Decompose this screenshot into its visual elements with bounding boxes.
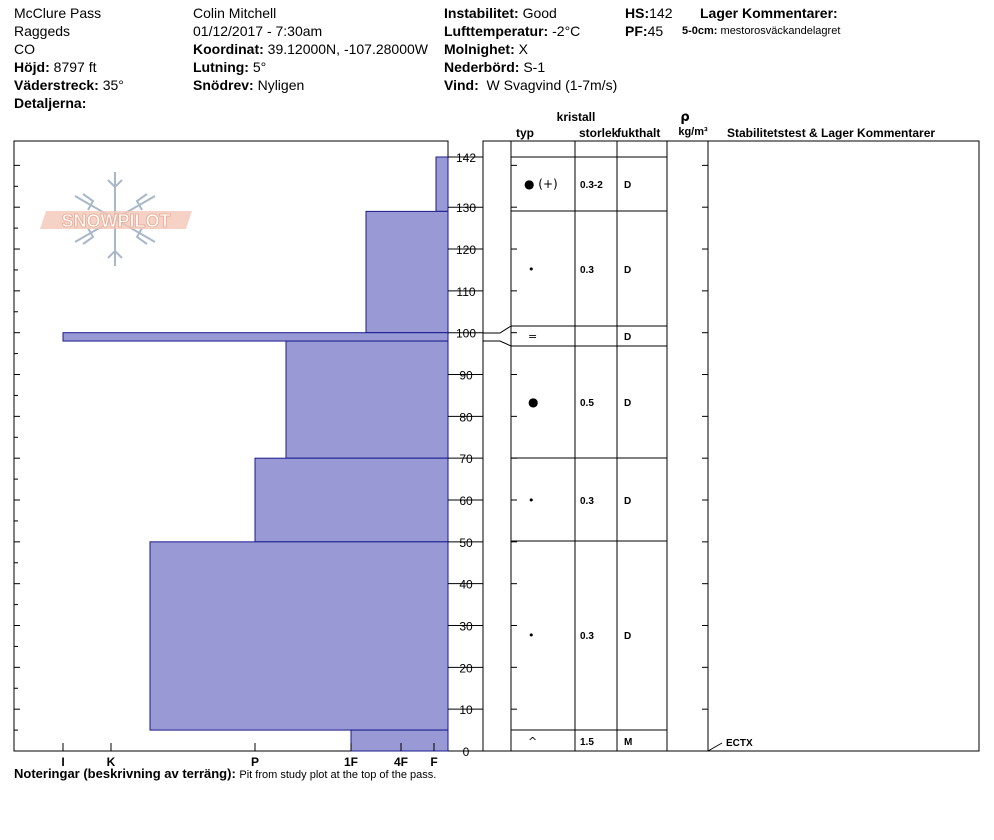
aspect: 35° (102, 77, 124, 93)
depth-tick-label: 130 (455, 201, 477, 216)
notes-text: Pit from study plot at the top of the pass. (239, 769, 437, 781)
pf-label: PF: (625, 23, 648, 39)
precip: S-1 (523, 59, 546, 75)
column-storlek: storlek (579, 126, 619, 140)
elevation: 8797 ft (53, 59, 97, 75)
depth-tick-label: 0 (462, 745, 470, 759)
connector-line (483, 341, 511, 346)
column-fukthalt: fukthalt (617, 126, 661, 140)
wind: W Svagvind (1-7m/s) (486, 77, 618, 93)
grain-size: 0.3 (580, 265, 594, 276)
depth-tick-label: 50 (459, 535, 473, 550)
moisture: D (624, 180, 632, 191)
area: Raggeds (14, 23, 71, 39)
notes-label: Noteringar (beskrivning av terräng): (14, 766, 236, 781)
location: McClure Pass (14, 5, 102, 21)
column-stability: Stabilitetstest & Lager Kommentarer (727, 126, 936, 140)
instability: Good (522, 5, 557, 21)
column-typ: typ (516, 126, 534, 140)
depth-tick-label: 60 (459, 494, 473, 509)
depth-tick-label: 10 (459, 703, 473, 718)
hs: 142 (649, 5, 673, 21)
coord: 39.12000N, -107.28000W (267, 41, 428, 57)
hardness-bar (255, 458, 448, 542)
moisture: D (624, 332, 632, 343)
connector-line (483, 326, 511, 333)
moisture: D (624, 496, 632, 507)
grain-size: 1.5 (580, 737, 594, 748)
grain-type-symbol: • (528, 263, 535, 276)
watermark-text: SNOWPILOT (61, 211, 171, 231)
hardness-tick-label: 4F (393, 755, 409, 769)
hardness-bar (351, 730, 448, 751)
layer-comment: mestorosväckandelagret (720, 25, 841, 37)
air-temp: -2°C (552, 23, 581, 39)
hardness-bar (436, 157, 448, 211)
hardness-bar (63, 333, 448, 341)
datetime: 01/12/2017 - 7:30am (193, 23, 323, 39)
hardness-tick-label: K (106, 755, 116, 769)
depth-tick-label: 20 (459, 661, 473, 676)
grain-size: 0.3 (580, 496, 594, 507)
moisture: D (624, 398, 632, 409)
hardness-bar (366, 211, 448, 332)
wind-label: Vind: (444, 77, 479, 93)
hs-label: HS: (625, 5, 650, 21)
depth-tick-label: 100 (455, 326, 477, 341)
grain-size: 0.3-2 (580, 180, 603, 191)
grain-type-symbol: = (528, 330, 538, 343)
grain-type-symbol: ● (528, 395, 539, 409)
depth-tick-label: 40 (459, 577, 473, 592)
hardness-bar (150, 542, 448, 730)
state: CO (14, 41, 35, 57)
layer-comment-depth: 5-0cm: (682, 25, 718, 37)
observer: Colin Mitchell (193, 5, 277, 21)
stability-test-label: ECTX (726, 738, 753, 749)
grain-type-symbol: • (528, 629, 535, 642)
hardness-tick-label: P (250, 755, 260, 769)
hardness-tick-label: F (430, 755, 438, 769)
test-pointer (708, 743, 722, 751)
layer-comments-title: Lager Kommentarer: (700, 5, 838, 21)
hardness-bar (286, 341, 448, 458)
elevation-label: Höjd: (14, 59, 50, 75)
depth-tick-label: 30 (459, 619, 473, 634)
slope: 5° (252, 59, 267, 75)
air-temp-label: Lufttemperatur: (444, 23, 549, 39)
precip-label: Nederbörd: (444, 59, 520, 75)
depth-tick-label: 70 (459, 452, 473, 467)
hardness-tick-label: I (61, 755, 65, 769)
layer-table-frame (483, 141, 979, 751)
pf: 45 (647, 23, 664, 39)
grain-size: 0.3 (580, 631, 594, 642)
grain-type-symbol: ● (+) (524, 177, 558, 191)
grain-type-symbol: ^ (528, 735, 538, 748)
moisture: M (624, 737, 633, 748)
details-label: Detaljerna: (14, 95, 87, 111)
depth-tick-label: 120 (455, 243, 477, 258)
instability-label: Instabilitet: (444, 5, 519, 21)
snowpilot-logo (40, 172, 192, 266)
depth-tick-label: 80 (459, 410, 473, 425)
grain-type-symbol: • (528, 494, 535, 507)
coord-label: Koordinat: (193, 41, 264, 57)
depth-tick-label: 142 (455, 151, 477, 165)
slope-label: Lutning: (193, 59, 249, 75)
sky-label: Molnighet: (444, 41, 515, 57)
depth-tick-label: 90 (459, 368, 473, 383)
grain-size: 0.5 (580, 398, 594, 409)
aspect-label: Väderstreck: (14, 77, 99, 93)
column-rho-unit: kg/m³ (678, 126, 708, 138)
moisture: D (624, 265, 632, 276)
sky: X (518, 41, 528, 57)
wind-loading-label: Snödrev: (193, 77, 254, 93)
wind-loading: Nyligen (257, 77, 305, 93)
column-kristall: kristall (556, 110, 596, 124)
depth-tick-label: 110 (456, 284, 476, 299)
moisture: D (624, 631, 632, 642)
column-rho: ρ (680, 110, 690, 125)
hardness-tick-label: 1F (343, 755, 359, 769)
notes (14, 766, 436, 781)
